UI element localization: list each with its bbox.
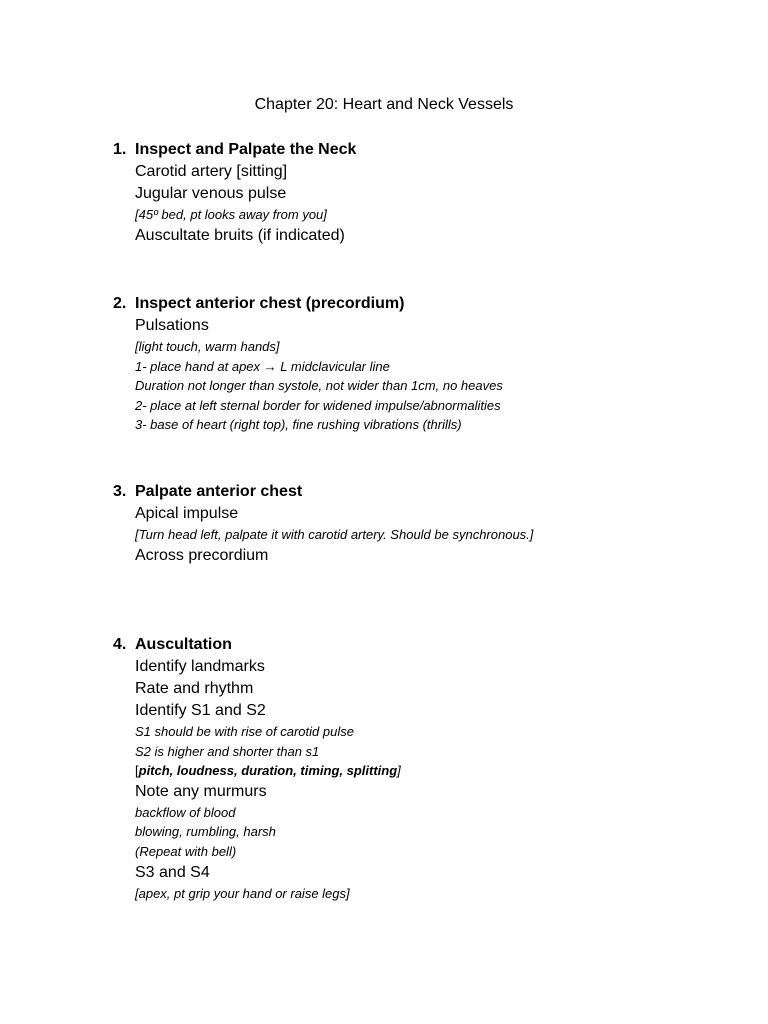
step-line: Rate and rhythm (135, 680, 254, 697)
section-body (135, 482, 755, 567)
step-note: [45º bed, pt looks away from you] (135, 207, 327, 222)
step-line: Across precordium (135, 546, 269, 564)
page-title: Chapter 20: Heart and Neck Vessels (254, 96, 514, 113)
step-note: (Repeat with bell) (135, 843, 237, 859)
step-note: blowing, rumbling, harsh (135, 824, 276, 840)
section-number: 1. (113, 141, 127, 158)
section-body (135, 635, 755, 903)
section-number: 3. (113, 483, 127, 500)
note-text: 1- place hand at apex (135, 358, 264, 374)
step-line: Apical impulse (135, 505, 239, 522)
section-heading: Inspect and Palpate the Neck (135, 141, 357, 158)
section-body (135, 140, 755, 247)
bracket-open: [ (135, 763, 139, 779)
step-note: backflow of blood (135, 804, 236, 820)
step-note (135, 761, 755, 781)
step-note: [light touch, warm hands] (135, 339, 280, 354)
step-note: S2 is higher and shorter than s1 (135, 743, 320, 759)
step-line: Identify S1 and S2 (135, 702, 266, 719)
section-heading: Palpate anterior chest (135, 483, 303, 500)
section-body (135, 294, 755, 435)
step-line: Identify landmarks (135, 658, 265, 675)
section-heading: Auscultation (135, 636, 232, 653)
step-note: [Turn head left, palpate it with carotid artery. Should be synchronous.] (135, 527, 534, 542)
bracket-close: ] (397, 763, 401, 779)
note-text: L midclavicular line (276, 358, 390, 374)
right-arrow-icon: → (263, 358, 277, 374)
step-note: [apex, pt grip your hand or raise legs] (135, 885, 350, 901)
section-number: 2. (113, 295, 127, 312)
step-note: S1 should be with rise of carotid pulse (135, 724, 354, 739)
step-line: S3 and S4 (135, 863, 210, 881)
step-note: 2- place at left sternal border for widened impulse/abnormalities (135, 397, 501, 413)
step-line: Jugular venous pulse (135, 185, 287, 202)
step-line: Note any murmurs (135, 782, 267, 800)
step-note: 3- base of heart (right top), fine rushing vibrations (thrills) (135, 417, 462, 433)
section-number: 4. (113, 636, 127, 653)
bold-note-text: pitch, loudness, duration, timing, splitting (138, 763, 398, 779)
step-line: Auscultate bruits (if indicated) (135, 226, 345, 244)
step-note: Duration not longer than systole, not wider than 1cm, no heaves (135, 378, 503, 394)
step-line: Pulsations (135, 317, 209, 334)
section-heading: Inspect anterior chest (precordium) (135, 295, 405, 312)
step-note (135, 357, 755, 377)
step-line: Carotid artery [sitting] (135, 163, 288, 180)
